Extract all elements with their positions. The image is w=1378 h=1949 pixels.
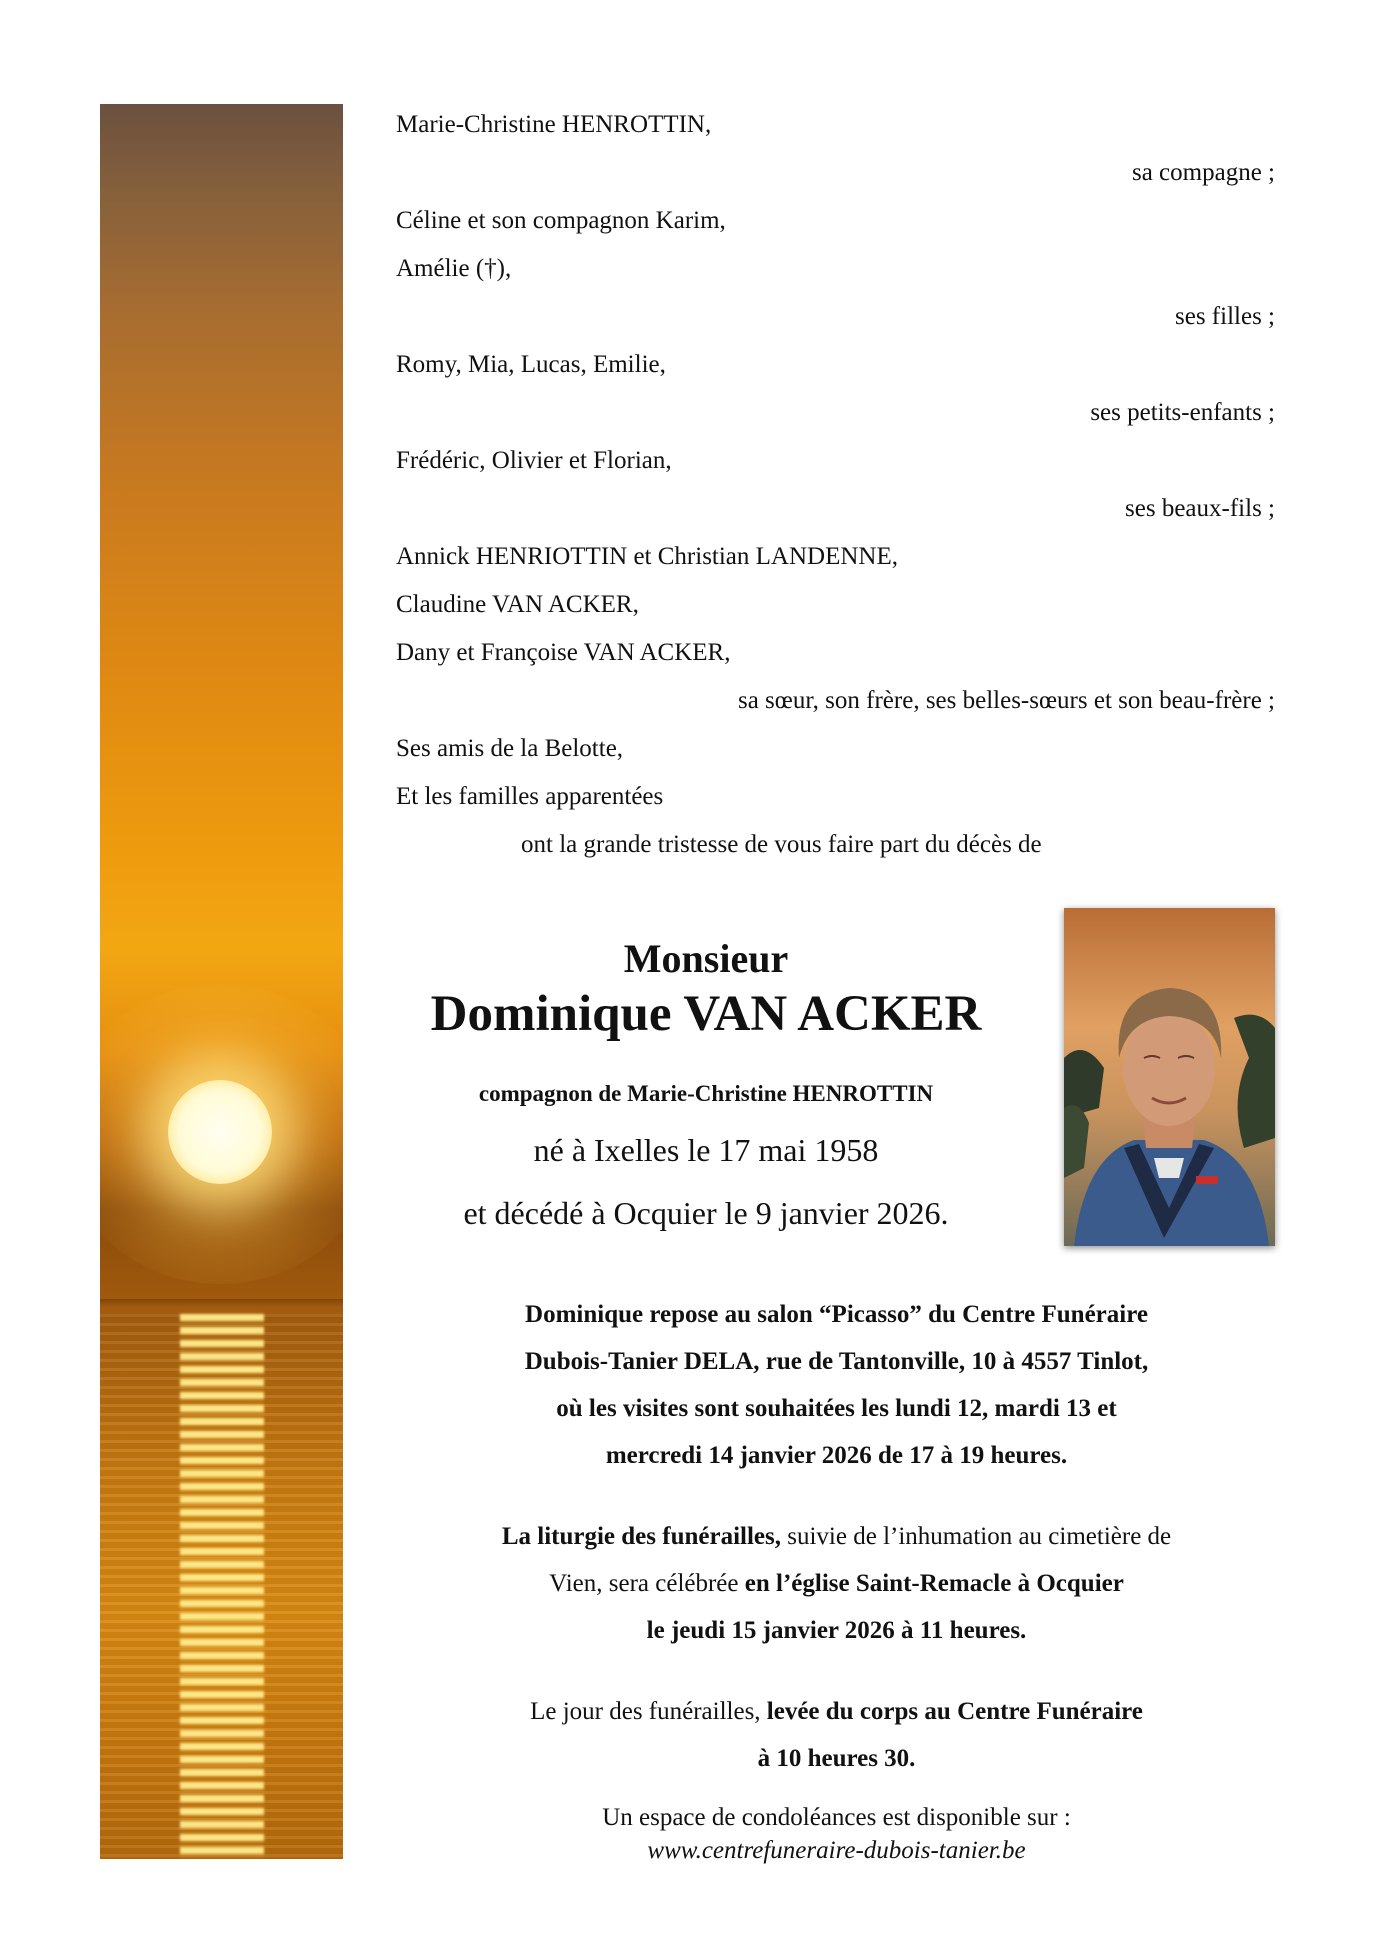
daughters-relation: ses filles ;: [1175, 303, 1275, 330]
sibling-line-1: Annick HENRIOTTIN et Christian LANDENNE,: [396, 543, 898, 570]
funeral-line-3: [396, 1607, 1277, 1654]
condolences-url[interactable]: www.centrefuneraire-dubois-tanier.be: [647, 1837, 1026, 1864]
funeral-line-1: [396, 1513, 1277, 1560]
sibling-line-2: Claudine VAN ACKER,: [396, 591, 639, 618]
condolences-info: [396, 1801, 1277, 1867]
deceased-name: Dominique VAN ACKER: [430, 986, 982, 1042]
sibling-line-3: Dany et Françoise VAN ACKER,: [396, 639, 731, 666]
friends-line: Ses amis de la Belotte,: [396, 735, 624, 762]
sons-in-law-relation: ses beaux-fils ;: [1125, 495, 1275, 522]
procession-line-1: [396, 1688, 1277, 1735]
partner-relation: sa compagne ;: [1131, 159, 1275, 186]
funeral-line-3-bold: le jeudi 15 janvier 2026 à 11 heures.: [646, 1617, 1027, 1644]
visitation-line-4: mercredi 14 janvier 2026 de 17 à 19 heures.: [605, 1442, 1068, 1469]
funeral-info: [396, 1513, 1277, 1654]
grandchildren-relation: ses petits-enfants ;: [1090, 399, 1275, 426]
horizon-line: [100, 1299, 343, 1307]
visitation-line-3: où les visites sont souhaitées les lundi 12, mardi 13 et: [556, 1395, 1117, 1422]
families-line: Et les familles apparentées: [396, 783, 664, 810]
funeral-line-1-bold: La liturgie des funérailles,: [501, 1523, 781, 1550]
grandchildren-names: Romy, Mia, Lucas, Emilie,: [396, 351, 666, 378]
daughter-line-2: Amélie (†),: [396, 255, 512, 282]
procession-line-1-start: Le jour des funérailles,: [530, 1698, 767, 1725]
procession-line-1-bold: levée du corps au Centre Funéraire: [766, 1698, 1143, 1725]
visitation-line-1: Dominique repose au salon “Picasso” du Centre Funéraire: [525, 1301, 1148, 1328]
funeral-line-2: [396, 1560, 1277, 1607]
funeral-line-2-bold: en l’église Saint-Remacle à Ocquier: [744, 1570, 1124, 1597]
daughter-line-1: Céline et son compagnon Karim,: [396, 207, 726, 234]
sons-in-law-names: Frédéric, Olivier et Florian,: [396, 447, 672, 474]
companion-line: compagnon de Marie-Christine HENROTTIN: [478, 1081, 934, 1106]
visitation-line-2: Dubois-Tanier DELA, rue de Tantonville, 10 à 4557 Tinlot,: [524, 1348, 1149, 1375]
condolences-intro: Un espace de condoléances est disponible sur :: [602, 1804, 1071, 1831]
death-line: et décédé à Ocquier le 9 janvier 2026.: [463, 1195, 949, 1231]
siblings-relation: sa sœur, son frère, ses belles-sœurs et son beau-frère ;: [737, 687, 1275, 714]
funeral-line-1-rest: suivie de l’inhumation au cimetière de: [781, 1523, 1172, 1550]
sun-icon: [168, 1080, 272, 1184]
visitation-info: [396, 1291, 1277, 1479]
sunset-photo-strip: [100, 104, 343, 1859]
procession-info: [396, 1688, 1277, 1782]
deceased-title: Monsieur: [623, 936, 789, 981]
sun-reflection: [180, 1314, 264, 1859]
announcement-line: ont la grande tristesse de vous faire part du décès de: [521, 831, 1042, 858]
procession-line-2: [396, 1735, 1277, 1782]
portrait-photo: [1064, 908, 1275, 1246]
partner-name: Marie-Christine HENROTTIN,: [396, 111, 712, 138]
funeral-line-2-start: Vien, sera célébrée: [549, 1570, 745, 1597]
birth-line: né à Ixelles le 17 mai 1958: [533, 1132, 879, 1168]
procession-line-2-bold: à 10 heures 30.: [757, 1745, 916, 1772]
